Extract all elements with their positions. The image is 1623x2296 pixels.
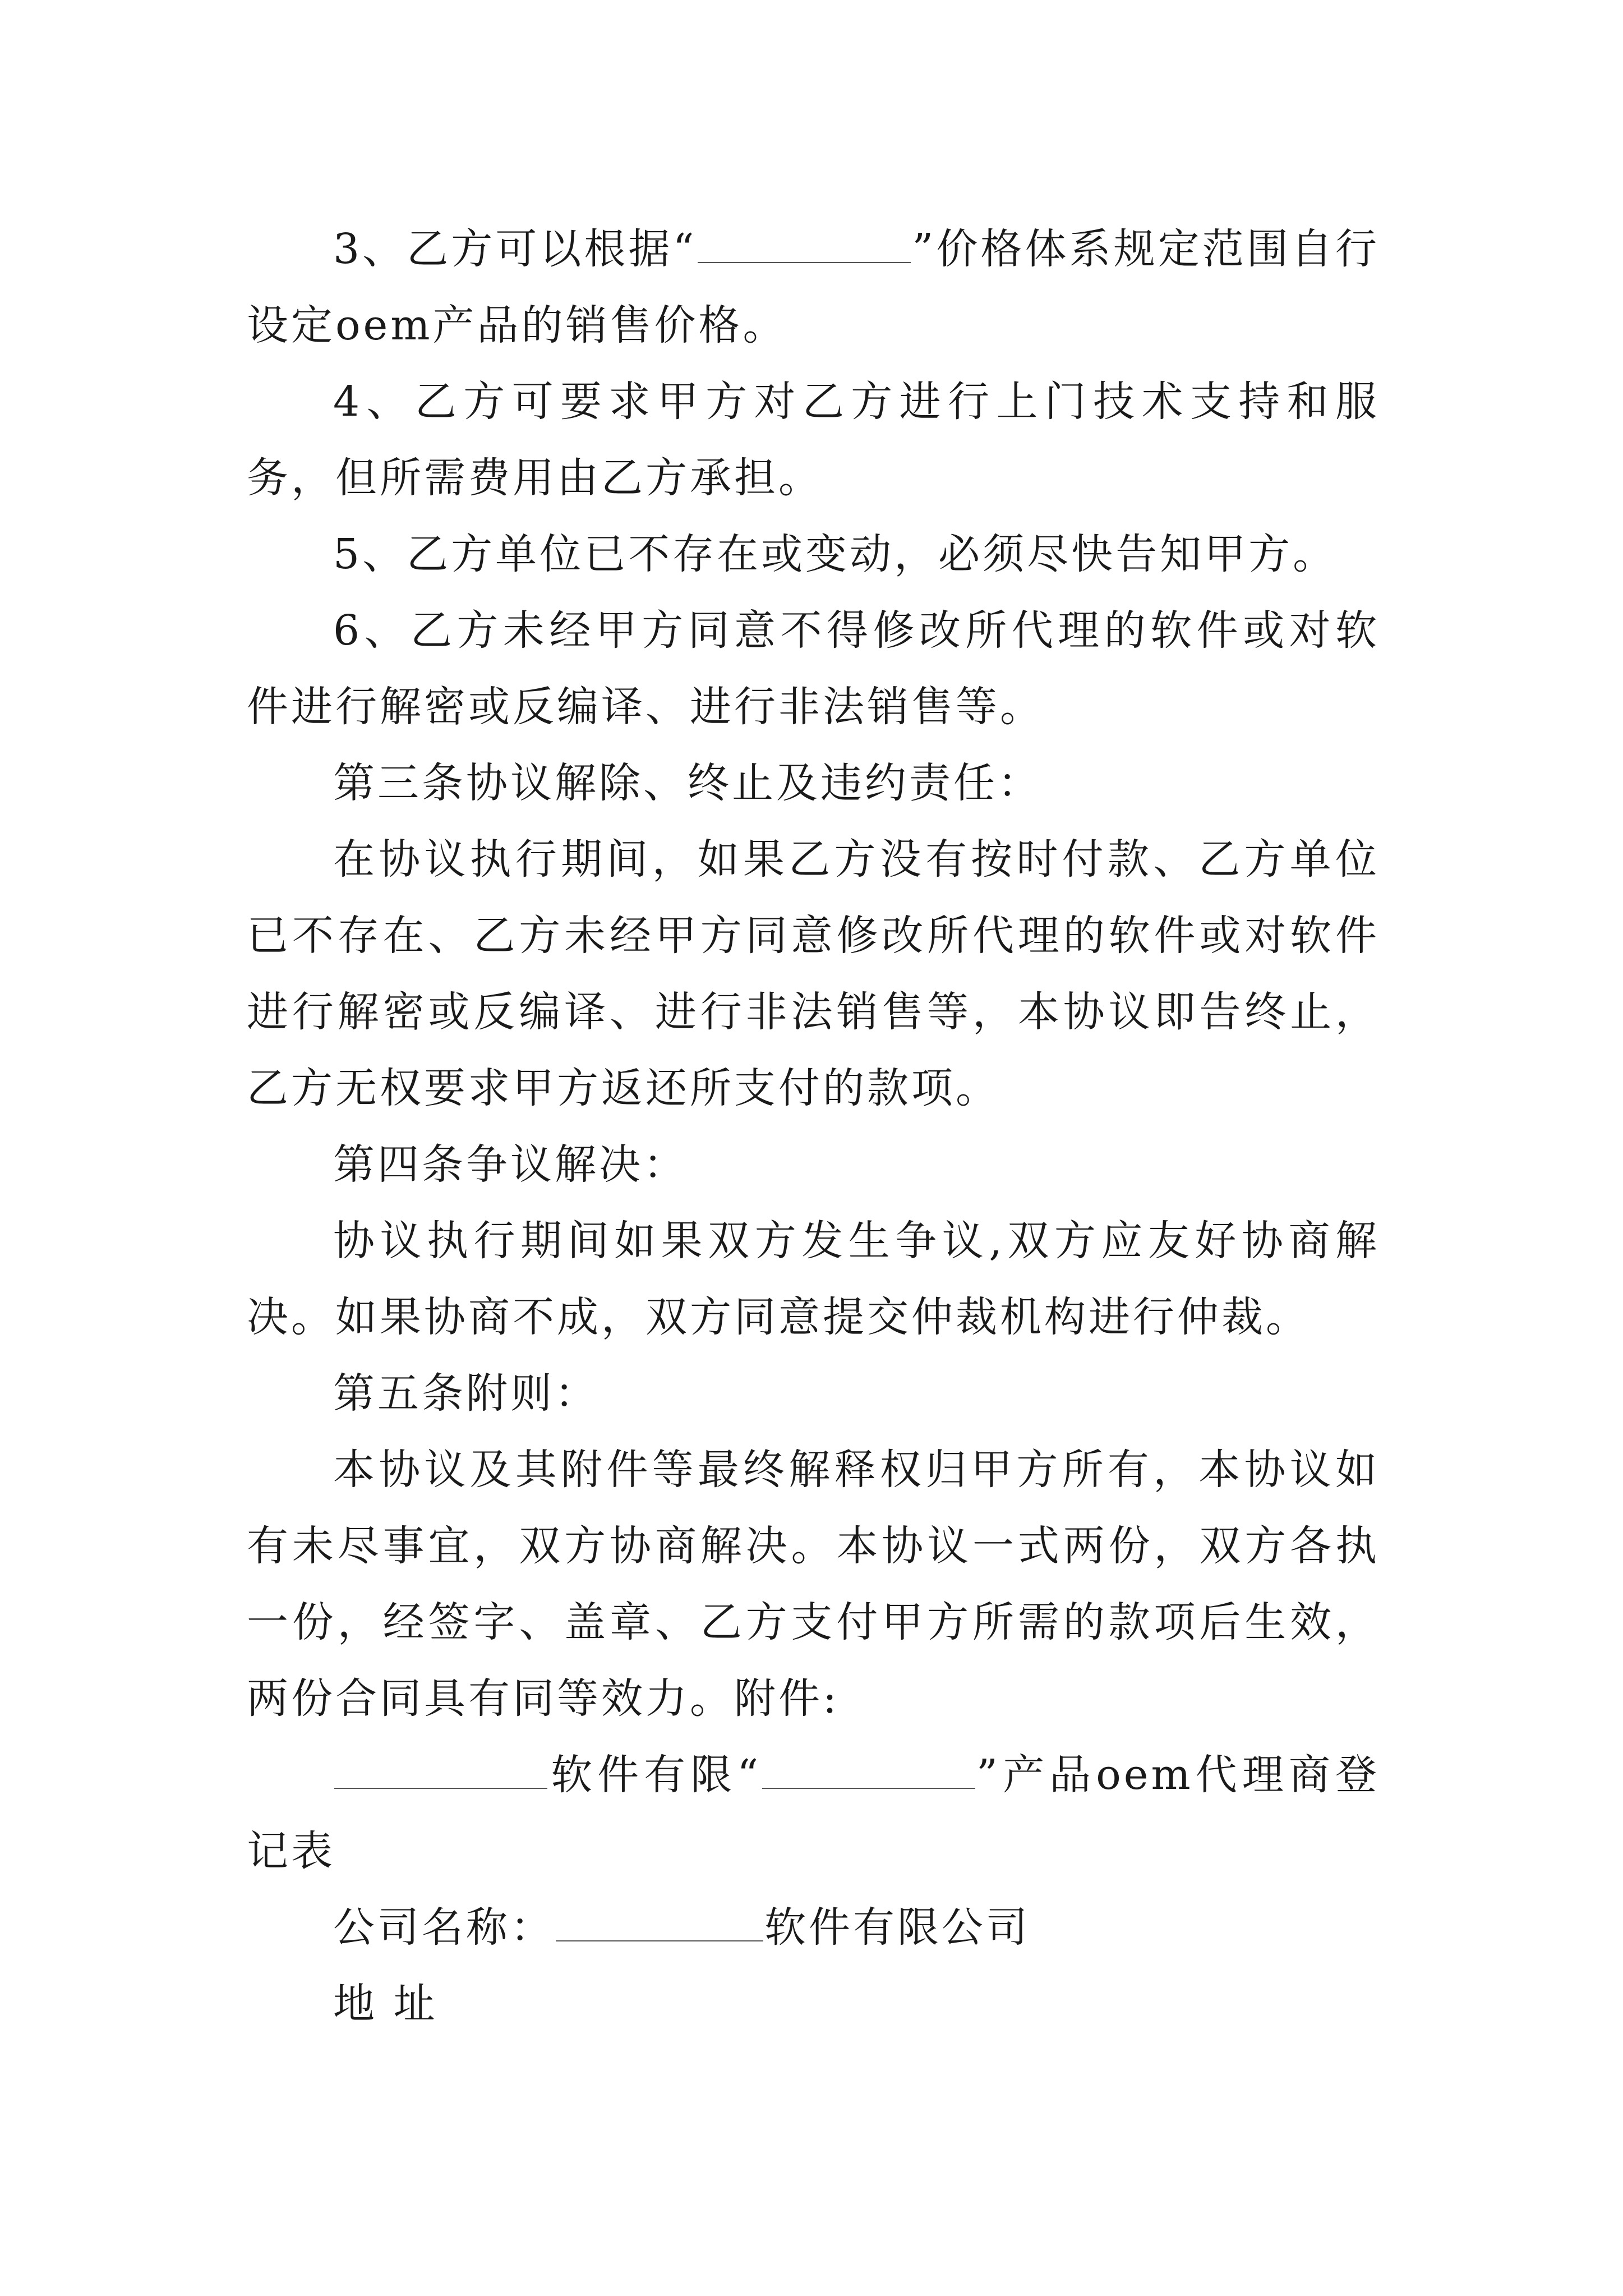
clause-6: 6、乙方未经甲方同意不得修改所代理的软件或对软件进行解密或反编译、进行非法销售等。 xyxy=(247,606,1380,731)
clause-3-text-start: 3、乙方可以根据“ xyxy=(333,225,697,273)
article-3-title: 第三条协议解除、终止及违约责任： xyxy=(333,759,1042,807)
company-name-label: 公司名称： xyxy=(333,1903,555,1952)
company-name-suffix: 软件有限公司 xyxy=(764,1903,1030,1952)
annex-title-end: ”产品oem代理商登记表 xyxy=(247,1751,1380,1875)
clause-3-text-end: ”价格体系规定范围自行设定oem产品的销售价格。 xyxy=(247,225,1380,349)
article-5-title: 第五条附则： xyxy=(333,1369,599,1418)
clause-4: 4、乙方可要求甲方对乙方进行上门技术支持和服务，但所需费用由乙方承担。 xyxy=(247,378,1380,502)
article-3-body: 在协议执行期间，如果乙方没有按时付款、乙方单位已不存在、乙方未经甲方同意修改所代理的软件或对软件进行解密或反编译、进行非法销售等，本协议即告终止，乙方无权要求甲方返还所支付的款项。 xyxy=(247,835,1380,1112)
blank-annex-product xyxy=(762,1753,975,1789)
blank-company-name xyxy=(556,1906,763,1941)
document-body xyxy=(247,211,1380,2042)
article-4-title: 第四条争议解决： xyxy=(333,1140,688,1189)
article-5-body: 本协议及其附件等最终解释权归甲方所有，本协议如有未尽事宜，双方协商解决。本协议一式两份，双方各执一份，经签字、盖章、乙方支付甲方所需的款项后生效，两份合同具有同等效力。附件: xyxy=(247,1446,1380,1723)
clause-3 xyxy=(247,211,1380,364)
address-line: 地 址 xyxy=(333,1980,438,2028)
company-name-line xyxy=(247,1889,1380,1966)
annex-title-mid: 软件有限“ xyxy=(548,1751,762,1799)
blank-company-prefix xyxy=(334,1753,547,1789)
blank-product-name xyxy=(698,227,911,263)
article-4-body: 协议执行期间如果双方发生争议,双方应友好协商解决。如果协商不成，双方同意提交仲裁机构进行仲裁。 xyxy=(247,1217,1380,1341)
clause-5: 5、乙方单位已不存在或变动，必须尽快告知甲方。 xyxy=(333,530,1338,578)
annex-title xyxy=(247,1737,1380,1889)
